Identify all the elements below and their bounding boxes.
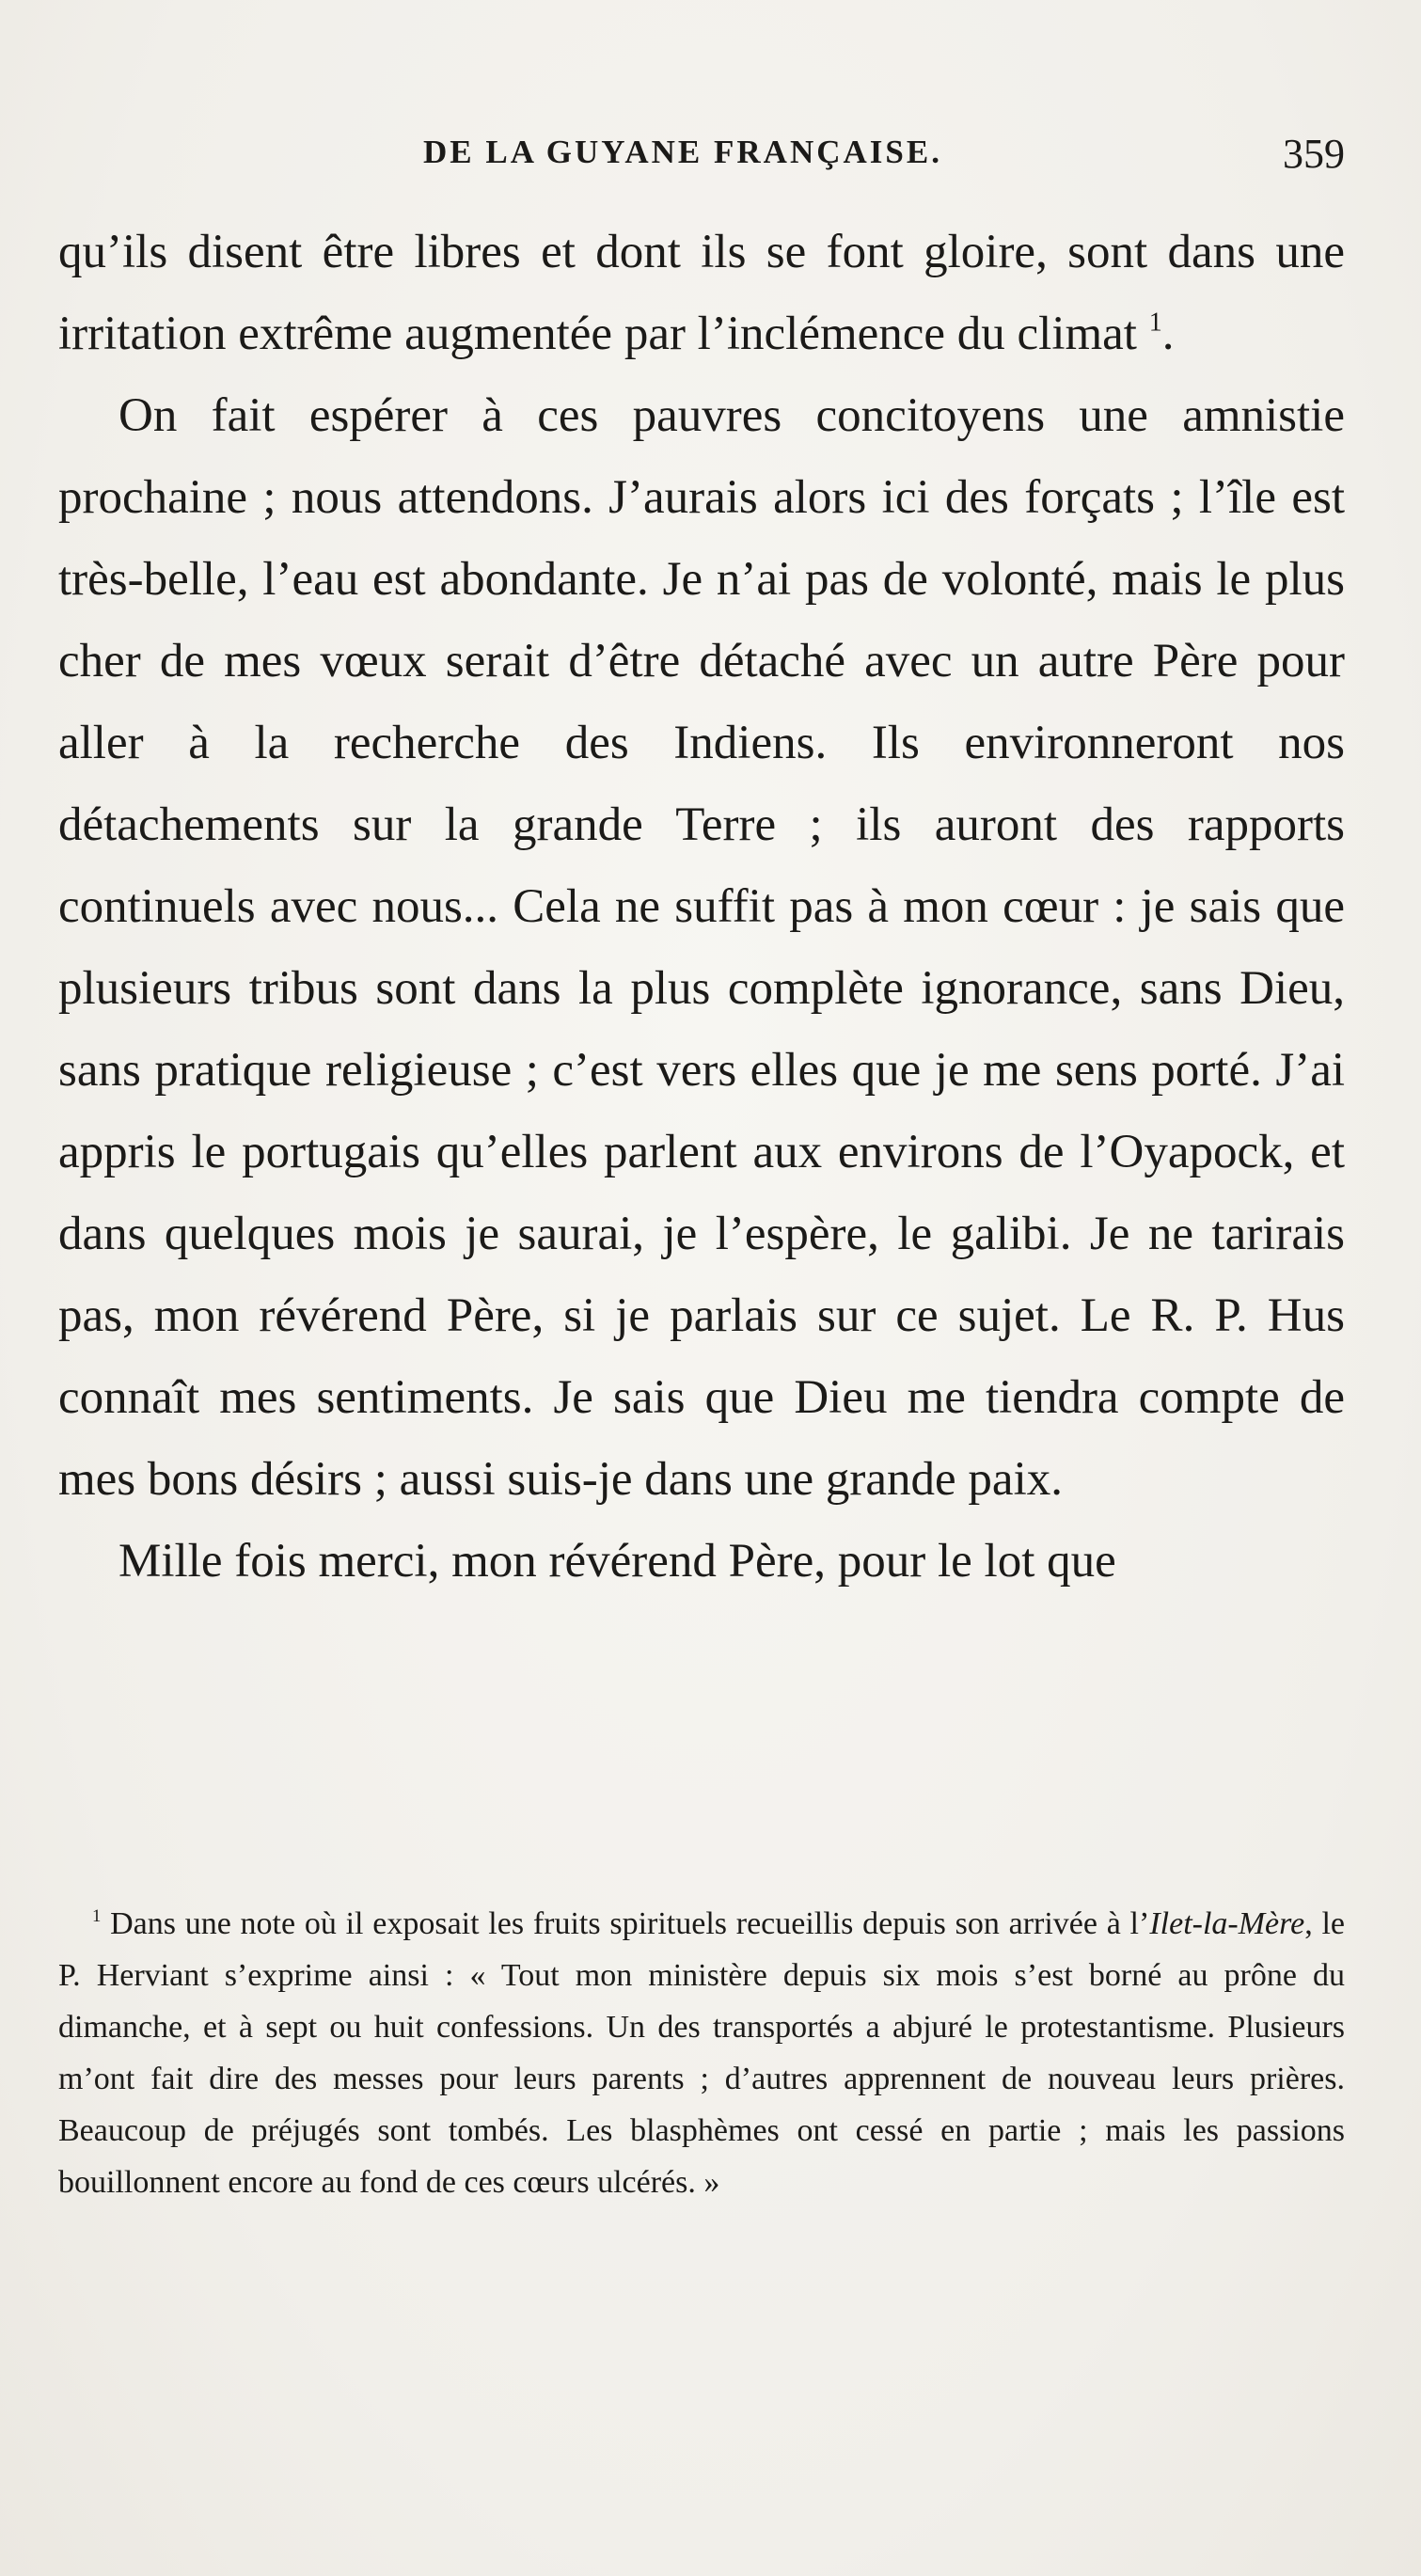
footnote-text-after: , le P. Herviant s’exprime ainsi : « Tout mon ministère depuis six mois s’est borné au prône du dimanche, et à sept ou huit confessions. Un des transportés a abjuré le protestantisme. Plusieurs m’ont fait dire des messes pour leurs parents ; d’autres apprennent de nouveau leurs prières. Beaucoup de préjugés sont tombés. Les blasphèmes ont cessé en partie ; mais les passions bouillonnent encore au fond de ces cœurs ulcérés. »: [58, 1906, 1345, 2200]
footnote: [58, 1898, 1345, 2208]
paragraph-1-end: .: [1161, 308, 1175, 360]
page-header: [56, 131, 1354, 190]
paragraph-1: [58, 212, 1345, 375]
paragraph-1-text: qu’ils disent être libres et dont ils se font gloire, sont dans une irritation extrême augmentée par l’inclémence du climat: [58, 226, 1345, 360]
footnote-text-before: Dans une note où il exposait les fruits spirituels recueillis depuis son arrivée à l’: [110, 1906, 1150, 1941]
running-head: DE LA GUYANE FRANÇAISE.: [423, 134, 942, 170]
paragraph-3: Mille fois merci, mon révérend Père, pour le lot que: [118, 1535, 1116, 1588]
footnote-place-name: Ilet-la-Mère: [1149, 1906, 1305, 1941]
paragraph-2: On fait espérer à ces pauvres concitoyens une amnistie prochaine ; nous attendons. J’aurais alors ici des forçats ; l’île est très-belle, l’eau est abondante. Je n’ai pas de volonté, mais le plus cher de mes vœux serait d’être détaché avec un autre Père pour aller à la recherche des Indiens. Ils environneront nos détachements sur la grande Terre ; ils auront des rapports continuels avec nous... Cela ne suffit pas à mon cœur : je sais que plusieurs tribus sont dans la plus complète ignorance, sans Dieu, sans pratique religieuse ; c’est vers elles que je me sens porté. J’ai appris le portugais qu’elles parlent aux environs de l’Oyapock, et dans quelques mois je saurai, je l’espère, le galibi. Je ne tarirais pas, mon révérend Père, si je parlais sur ce sujet. Le R. P. Hus connaît mes sentiments. Je sais que Dieu me tiendra compte de mes bons désirs ; aussi suis-je dans une grande paix.: [58, 389, 1345, 1506]
page-number: 359: [1283, 131, 1345, 177]
footnote-marker: 1: [92, 1905, 102, 1926]
footnote-reference: 1: [1148, 308, 1162, 338]
main-text: [58, 212, 1345, 1603]
